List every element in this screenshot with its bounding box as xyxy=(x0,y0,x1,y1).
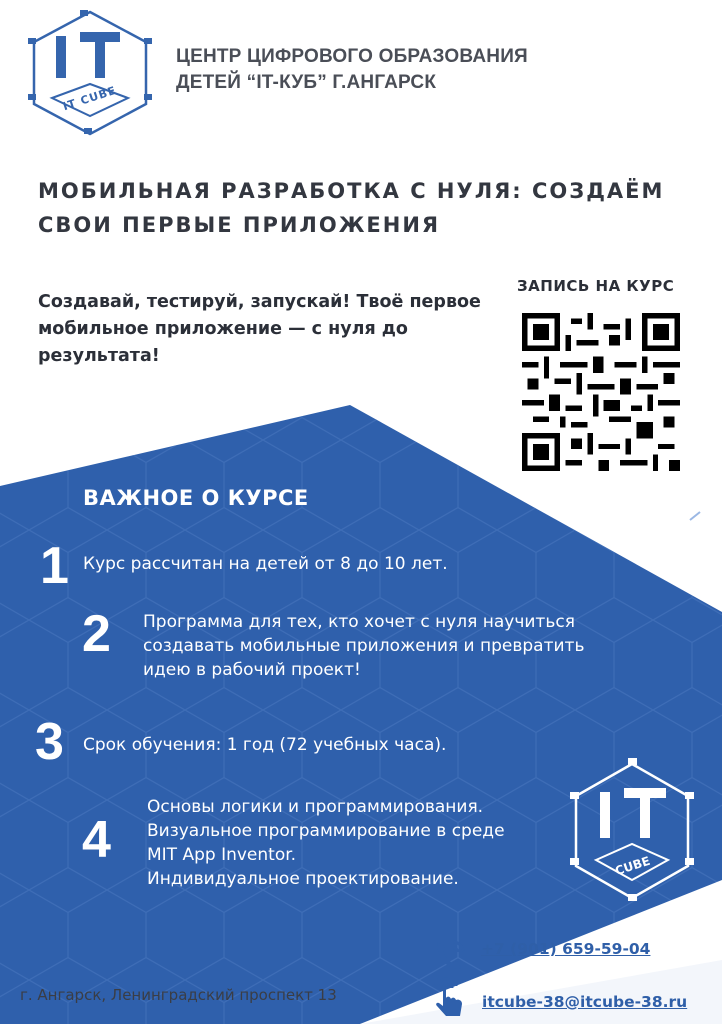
item-3-text xyxy=(83,733,446,757)
item-2-line-1: Программа для тех, кто хочет с нуля научиться xyxy=(143,612,575,632)
item-2-line-2: создавать мобильные приложения и превратить xyxy=(143,636,585,656)
item-1-text xyxy=(83,552,448,576)
org-line-1: ЦЕНТР ЦИФРОВОГО ОБРАЗОВАНИЯ xyxy=(176,46,528,67)
address: г. Ангарск, Ленинградский проспект 13 xyxy=(20,986,337,1004)
item-2-line-3: идею в рабочий проект! xyxy=(143,660,361,680)
item-4-line-1: Основы логики и программирования. xyxy=(147,797,484,817)
item-4-line-4: Индивидуальное проектирование. xyxy=(147,869,459,889)
organization-name xyxy=(176,44,528,96)
touch-email-icon xyxy=(426,976,472,1022)
svg-text:CUBE: CUBE xyxy=(613,853,652,879)
item-4-line-3: MIT App Inventor. xyxy=(147,845,297,865)
registration-label: ЗАПИСЬ НА КУРС xyxy=(517,277,675,295)
it-cube-logo xyxy=(22,6,158,138)
title-line-1: МОБИЛЬНАЯ РАЗРАБОТКА С НУЛЯ: СОЗДАЁМ xyxy=(38,179,665,203)
item-4-text xyxy=(147,795,505,891)
item-number-2: 2 xyxy=(82,605,111,663)
qr-code-icon[interactable] xyxy=(522,313,680,471)
item-number-1: 1 xyxy=(40,537,69,595)
it-cube-logo-white xyxy=(564,756,700,906)
item-2-text xyxy=(143,610,584,682)
item-1-line-1: Курс рассчитан на детей от 8 до 10 лет. xyxy=(83,554,448,574)
slogan: Создавай, тестируй, запускай! Твоё первое мобильное приложение — с нуля до результата! xyxy=(38,292,481,366)
logo-text: IT CUBE xyxy=(61,83,118,114)
phone-icon xyxy=(430,934,470,974)
item-4-line-2: Визуальное программирование в среде xyxy=(147,821,505,841)
item-3-line-1: Срок обучения: 1 год (72 учебных часа). xyxy=(83,735,447,755)
org-line-2: ДЕТЕЙ “IT-КУБ” Г.АНГАРСК xyxy=(176,72,437,93)
item-number-4: 4 xyxy=(82,811,111,869)
phone-link[interactable]: +7 (901) 659-59-04 xyxy=(481,940,651,958)
section-title: ВАЖНОЕ О КУРСЕ xyxy=(83,486,309,510)
item-number-3: 3 xyxy=(35,713,64,771)
course-title xyxy=(38,174,664,242)
email-link[interactable]: itcube-38@itcube-38.ru xyxy=(482,993,688,1011)
title-line-2: СВОИ ПЕРВЫЕ ПРИЛОЖЕНИЯ xyxy=(38,213,441,237)
